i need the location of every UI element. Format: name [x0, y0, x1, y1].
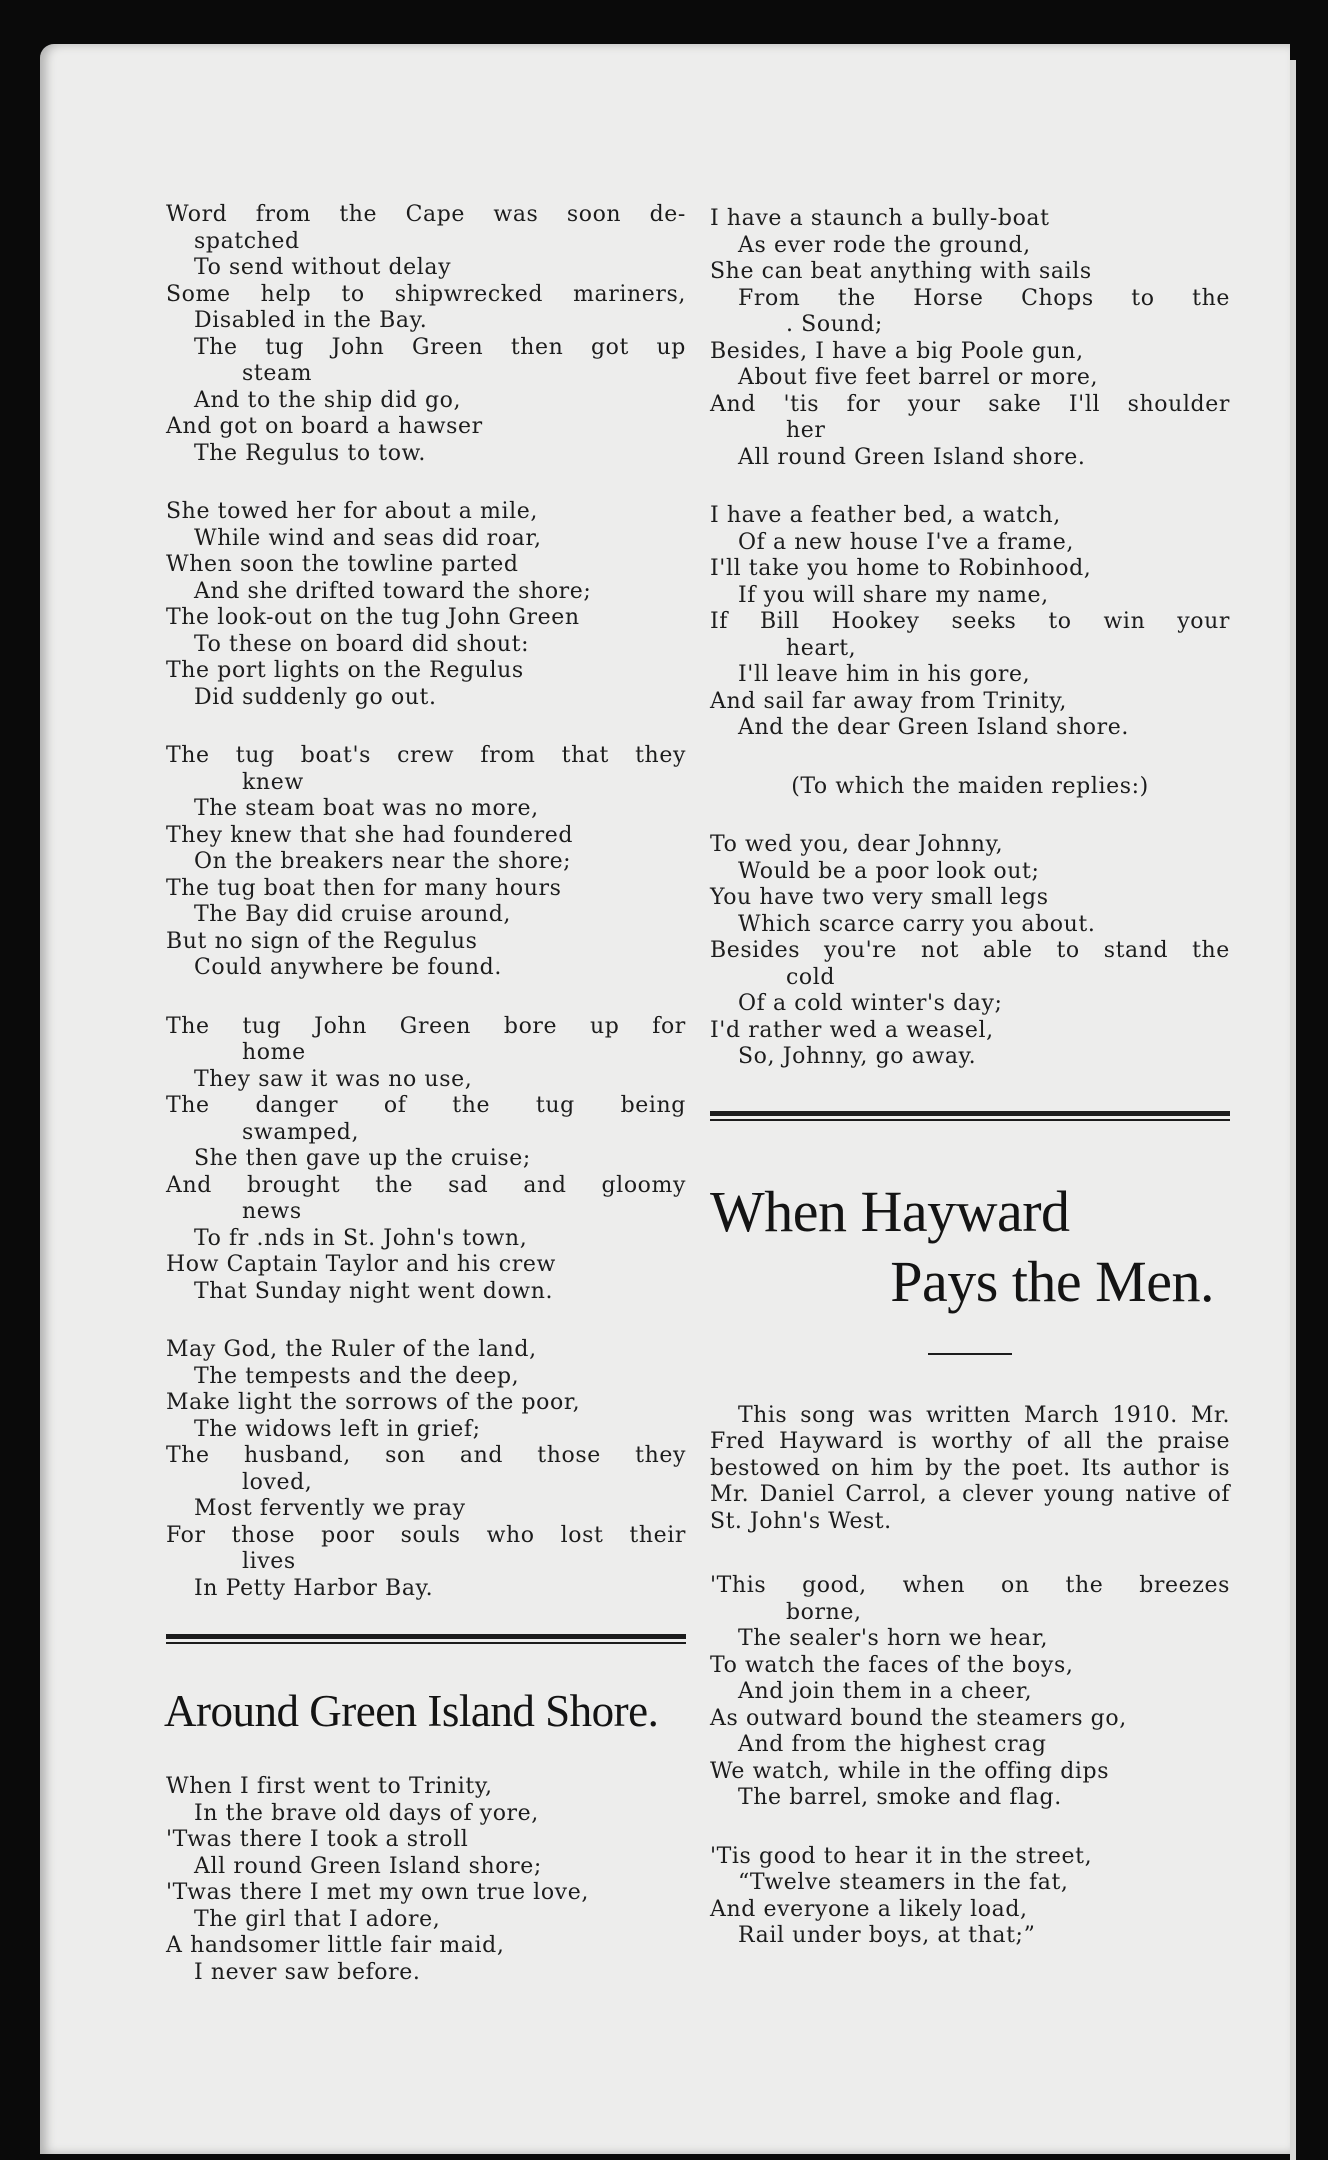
poem-line: The widows left in grief; [194, 1416, 481, 1442]
poem-line: And sail far away from Trinity, [710, 688, 1067, 714]
stanza [166, 202, 686, 467]
stanza [710, 1573, 1230, 1812]
poem-line: And from the highest crag [738, 1732, 1047, 1757]
section-divider [166, 1634, 686, 1644]
poem-line: borne, [786, 1599, 862, 1625]
poem-line: About five feet barrel or more, [738, 365, 1099, 390]
poem-line: I have a feather bed, a watch, [710, 503, 1061, 528]
poem-line: 'This good, when on the breezes [710, 1573, 1230, 1598]
stanza [710, 1844, 1230, 1950]
poem-line: They saw it was no use, [194, 1066, 473, 1092]
hayward-heading-line2: Pays the Men. [890, 1248, 1214, 1314]
poem-line: And everyone a likely load, [710, 1896, 1028, 1922]
poem-line: To wed you, dear Johnny, [710, 832, 1004, 857]
poem-line: And to the ship did go, [194, 387, 462, 413]
heading-underline [928, 1353, 1012, 1355]
poem-line: Some help to shipwrecked mariners, [166, 281, 686, 307]
poem-line: news [242, 1199, 302, 1224]
poem-line: To these on board did shout: [194, 631, 530, 657]
poem-line: 'Twas there I met my own true love, [166, 1880, 589, 1905]
poem-line: I have a staunch a bully-boat [710, 206, 1050, 231]
poem-line: How Captain Taylor and his crew [166, 1252, 556, 1277]
poem-line: If you will share my name, [738, 582, 1049, 608]
poem-line: In Petty Harbor Bay. [194, 1575, 434, 1601]
poem-line: cold [786, 964, 836, 990]
poem-line: All round Green Island shore; [194, 1853, 542, 1879]
stanza [166, 743, 686, 982]
poem-line: As outward bound the steamers go, [710, 1705, 1127, 1731]
right-stanzas [710, 206, 1230, 742]
poem-line: All round Green Island shore. [738, 444, 1086, 470]
poem-line: I'll leave him in his gore, [738, 662, 1031, 687]
poem-line: But no sign of the Regulus [166, 928, 478, 954]
poem-line: 'Twas there I took a stroll [166, 1827, 469, 1852]
poem-line: Word from the Cape was soon de- [166, 202, 686, 227]
right-column [710, 206, 1230, 1982]
poem-line: spatched [194, 228, 300, 254]
poem-line: To fr .nds in St. John's town, [194, 1225, 528, 1251]
stanza [166, 1337, 686, 1602]
intro-paragraph: This song was written March 1910. Mr. Fred Hayward is worthy of all the praise bestowed on him by the poet. Its author is Mr. Daniel Carrol, a clever young native of St. John's West. [710, 1402, 1230, 1534]
poem-line: So, Johnny, go away. [738, 1044, 977, 1069]
poem-line: . Sound; [786, 312, 883, 337]
poem-line: The sealer's horn we hear, [738, 1626, 1049, 1651]
poem-line: The Bay did cruise around, [194, 902, 511, 927]
page-edge [1290, 60, 1296, 2160]
left-column [166, 202, 686, 2018]
poem-line: Make light the sorrows of the poor, [166, 1390, 581, 1415]
green-island-heading: Around Green Island Shore. [164, 1686, 659, 1736]
poem-line: The danger of the tug being [166, 1093, 686, 1118]
poem-line: She towed her for about a mile, [166, 499, 538, 524]
poem-line: The tempests and the deep, [194, 1363, 520, 1389]
poem-line: On the breakers near the shore; [194, 849, 572, 874]
poem-line: And join them in a cheer, [738, 1679, 1033, 1704]
poem-line: You have two very small legs [710, 885, 1049, 910]
maiden-stanza [710, 832, 1230, 1071]
poem-line: And she drifted toward the shore; [194, 578, 592, 604]
poem-line: Besides, I have a big Poole gun, [710, 338, 1084, 364]
poem-line: Of a cold winter's day; [738, 991, 1003, 1016]
poem-line: Besides you're not able to stand the [710, 938, 1230, 963]
poem-line: Rail under boys, at that;” [738, 1923, 1036, 1948]
hayward-stanzas [710, 1573, 1230, 1950]
poem-line: To watch the faces of the boys, [710, 1652, 1074, 1678]
stanza [710, 206, 1230, 471]
poem-line: home [242, 1040, 306, 1065]
stanza [166, 499, 686, 711]
poem-line: When soon the towline parted [166, 552, 519, 577]
poem-line: And got on board a hawser [166, 414, 483, 439]
poem-line: And 'tis for your sake I'll shoulder [710, 391, 1230, 417]
hayward-heading-line1: When Hayward [710, 1178, 1070, 1244]
poem-line: And brought the sad and gloomy [166, 1172, 686, 1198]
poem-line: knew [242, 769, 304, 795]
left-stanzas [166, 202, 686, 1602]
poem-line: May God, the Ruler of the land, [166, 1337, 537, 1362]
poem-line: We watch, while in the offing dips [710, 1758, 1110, 1784]
poem-line: Did suddenly go out. [194, 684, 437, 710]
poem-line: her [786, 418, 826, 443]
green-island-stanza [166, 1774, 686, 1986]
poem-line: When I first went to Trinity, [166, 1774, 493, 1799]
stanza [710, 503, 1230, 742]
poem-line: For those poor souls who lost their [166, 1522, 686, 1548]
section-divider [710, 1111, 1230, 1121]
poem-line: If Bill Hookey seeks to win your [710, 609, 1230, 634]
poem-line: The barrel, smoke and flag. [738, 1785, 1062, 1810]
poem-line: They knew that she had foundered [166, 822, 574, 848]
poem-line: Would be a poor look out; [738, 858, 1040, 884]
poem-line: While wind and seas did roar, [194, 525, 542, 551]
poem-line: lives [242, 1549, 296, 1574]
poem-line: loved, [242, 1469, 313, 1495]
poem-line: Most fervently we pray [194, 1496, 466, 1521]
poem-line: The Regulus to tow. [194, 440, 426, 466]
poem-line: And the dear Green Island shore. [738, 715, 1129, 740]
poem-line: steam [242, 361, 313, 386]
poem-line: The tug John Green then got up [194, 334, 686, 360]
poem-line: Which scarce carry you about. [738, 911, 1096, 937]
poem-line: Disabled in the Bay. [194, 308, 428, 333]
poem-line: She can beat anything with sails [710, 259, 1092, 284]
poem-line: 'Tis good to hear it in the street, [710, 1843, 1093, 1869]
poem-line: The husband, son and those they [166, 1443, 686, 1468]
stanza [166, 1014, 686, 1306]
poem-line: In the brave old days of yore, [194, 1800, 539, 1826]
poem-line: To send without delay [194, 255, 452, 280]
poem-line: The girl that I adore, [194, 1906, 441, 1932]
poem-line: swamped, [242, 1119, 360, 1145]
poem-line: The look-out on the tug John Green [166, 605, 580, 630]
maiden-replies-note: (To which the maiden replies:) [791, 773, 1149, 799]
poem-line: From the Horse Chops to the [738, 285, 1230, 311]
poem-line: heart, [786, 635, 857, 661]
poem-line: A handsomer little fair maid, [166, 1933, 505, 1958]
poem-line: Could anywhere be found. [194, 955, 502, 980]
poem-line: The steam boat was no more, [194, 796, 539, 821]
poem-line: That Sunday night went down. [194, 1278, 554, 1304]
poem-line: I'd rather wed a weasel, [710, 1017, 994, 1043]
poem-line: I'll take you home to Robinhood, [710, 556, 1092, 581]
poem-line: Of a new house I've a frame, [738, 529, 1074, 555]
poem-line: The tug boat's crew from that they [166, 743, 686, 768]
poem-line: “Twelve steamers in the fat, [738, 1870, 1069, 1895]
poem-line: As ever rode the ground, [738, 232, 1031, 258]
poem-line: She then gave up the cruise; [194, 1146, 531, 1171]
poem-line: The tug boat then for many hours [166, 875, 562, 901]
poem-line: I never saw before. [194, 1959, 421, 1985]
poem-line: The port lights on the Regulus [166, 658, 524, 683]
poem-line: The tug John Green bore up for [166, 1013, 686, 1039]
